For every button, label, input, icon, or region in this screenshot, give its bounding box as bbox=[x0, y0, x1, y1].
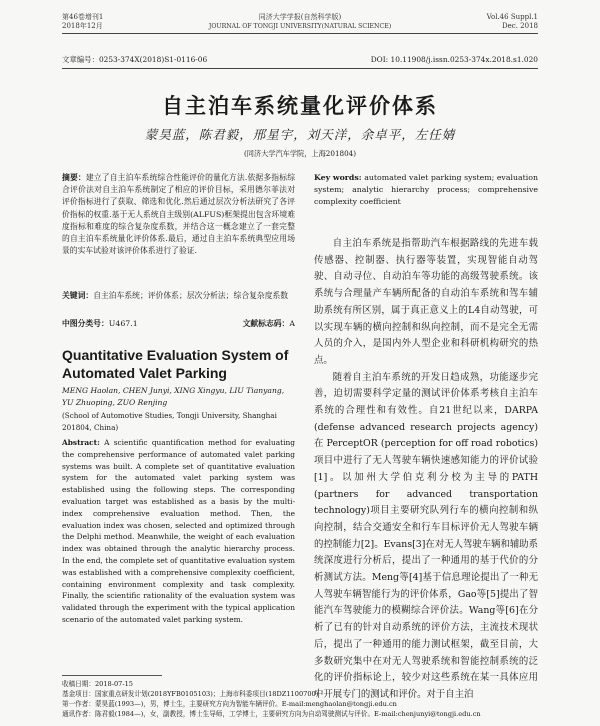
body-text bbox=[314, 236, 538, 704]
author-list: 蒙昊蓝，陈君毅，邢星宇，刘天洋，余卓平，左任婧 bbox=[144, 127, 456, 142]
doi[interactable]: DOI: 10.11908/j.issn.0253-374x.2018.s1.020 bbox=[370, 55, 538, 64]
abstract-cn-label: 摘要： bbox=[62, 173, 86, 182]
abstract-cn-text: 建立了自主泊车系统综合性能评价的量化方法.依据多指标综合评价法对自主泊车系统制定了相应的评价目标，采用德尔菲法对评价指标进行了获取、筛选和优化.然后通过层次分析法研究了各评价指标的权重.基于无人系统自主级别(ALFUS)框架提出包含环境难度指标和难度的综合复杂度系数，并结合这一概念建立了一套完整的自主泊车系统量化评价体系.最后，通过自主泊车系统典型应用场景的实车试验对该评价体系进行了验证. bbox=[62, 173, 296, 256]
abstract-en-text: A scientific quantification method for evaluating the comprehensive performance of automated valet parking systems was built. A complete set of quantitative evaluation system for the automated valet parking system was established using the following steps. The corresponding evaluation target was established as a basis by the multi-index comprehensive evaluation method. Then, the evaluation index was chosen, selected and optimized through the Delphi method. Meanwhile, the weight of each evaluation index was obtained through the analytic hierarchy process. In the end, the complete set of quantitative evaluation system was established with a comprehensive complexity coefficient, containing environment complexity and task complexity. Finally, the scientific rationality of the evaluation system was validated through the experiment with the typical application scenario of the automated valet parking system. bbox=[62, 438, 295, 624]
doc-code-label: 文献标志码： bbox=[242, 319, 290, 328]
issue-date: 2018年12月 bbox=[62, 22, 103, 30]
abstract-en-label: Abstract: bbox=[62, 438, 100, 447]
body-paragraph-2: 随着自主泊车系统的开发日趋成熟，功能逐步完善，迫切需要科学定量的测试评价体系考核自主泊车系统的合理性和有效性。自21世纪以来，DARPA (defense advanced research projects agency) 在 PerceptOR (perception for off road robotics)项目中进行了无人驾驶车辆快速感知能力的评价试验[1]。以加州大学伯克利分校为主导的PATH (partners for advanced transportation technology)项目主要研究队列行车的横向控制和纵向控制，结合交通安全和行车目标评价无人驾驶车辆的控制能力[2]。Evans[3]在对无人驾驶车辆和辅助系统深度进行分析后，提出了一种通用的基于代价的分析测试方法。Meng等[4]基于信息理论提出了一种无人驾驶车辆智能行为的评价体系，Gao等[5]提出了智能汽车驾驶能力的模糊综合评价法。Wang等[6]在分析了已有的针对自动系统的评价方法，主流技术现状后，提出了一种通用的能力测试框架，截至目前，大多数研究集中在对无人驾驶系统和智能控制系统的泛化的评价指标论上，较少对这些系统在某一具体应用中开展专门的测试和评价。对于自主泊 bbox=[314, 371, 538, 700]
footnote-rule bbox=[62, 675, 162, 676]
keywords-en bbox=[314, 172, 538, 209]
footnote-fund: 基金项目：国家重点研发计划(2018YFB0105103)；上海市科委项目(18DZ1100700) bbox=[62, 690, 319, 698]
keywords-en-text: automated valet parking system; evaluation system; analytic hierarchy process; comprehensive complexity coefficient bbox=[314, 173, 538, 207]
volume-info: 第46卷增刊1 bbox=[62, 13, 104, 21]
keywords-cn bbox=[62, 290, 295, 302]
page-title: 自主泊车系统量化评价体系 bbox=[162, 93, 438, 118]
doc-code: A bbox=[289, 319, 295, 328]
keywords-en-label: Key words: bbox=[314, 173, 362, 182]
footnote-corresponding: 通讯作者：陈君毅(1984—)，女，副教授，博士生导师，工学博士，主要研究方向为自动驾驶测试与评价。E-mail:chenjunyi@tongji.edu.cn bbox=[62, 710, 481, 718]
title-en: Quantitative Evaluation System of Automated Valet Parking bbox=[62, 347, 289, 381]
header-rule bbox=[62, 33, 538, 34]
affiliation-en: (School of Automotive Studies, Tongji University, Shanghai 201804, China) bbox=[62, 411, 277, 432]
keywords-cn-label: 关键词： bbox=[62, 291, 94, 300]
abstract-cn bbox=[62, 172, 295, 257]
keywords-cn-text: 自主泊车系统；评价体系；层次分析法；综合复杂度系数 bbox=[93, 291, 289, 300]
clc-label: 中图分类号： bbox=[62, 319, 109, 328]
article-number: 文章编号：0253-374X(2018)S1-0116-06 bbox=[62, 55, 208, 64]
footnote-received: 收稿日期：2018-07-15 bbox=[62, 680, 133, 688]
footnote-first-author: 第一作者：蒙昊蓝(1993—)，男，博士生，主要研究方向为智能车辆评价。E-mail:menghaolan@tongji.edu.cn bbox=[62, 700, 397, 708]
volume-info-en: Vol.46 Suppl.1 bbox=[486, 13, 538, 21]
affiliation: (同济大学汽车学院，上海201804) bbox=[243, 149, 357, 158]
body-paragraph-1: 自主泊车系统是指帮助汽车根据路线的先进车载传感器、控制器、执行器等装置，实现智能自动驾驶、自动寻位、自动泊车等功能的高级驾驶系统。该系统与合理量产车辆所配备的自动泊车系统和驾车辅助系统有所区别，属于真正意义上的L4自动驾驶，可以实现车辆的横向控制和纵向控制，而不是完全无需人员的介入，是国内外人型企业和科研机构研究的热点。 bbox=[314, 238, 538, 366]
author-list-en: MENG Haolan, CHEN Junyi, XING Xingyu, LIU Tianyang, YU Zhuoping, ZUO Renjing bbox=[62, 386, 285, 407]
clc-code: U467.1 bbox=[108, 319, 138, 328]
journal-name-en: JOURNAL OF TONGJI UNIVERSITY(NATURAL SCIENCE) bbox=[208, 23, 392, 30]
abstract-en bbox=[62, 437, 295, 626]
meta-rule bbox=[62, 68, 538, 69]
issue-date-en: Dec. 2018 bbox=[502, 22, 538, 30]
journal-name-cn: 同济大学学报(自然科学版) bbox=[258, 13, 342, 21]
classification-line bbox=[62, 318, 295, 330]
